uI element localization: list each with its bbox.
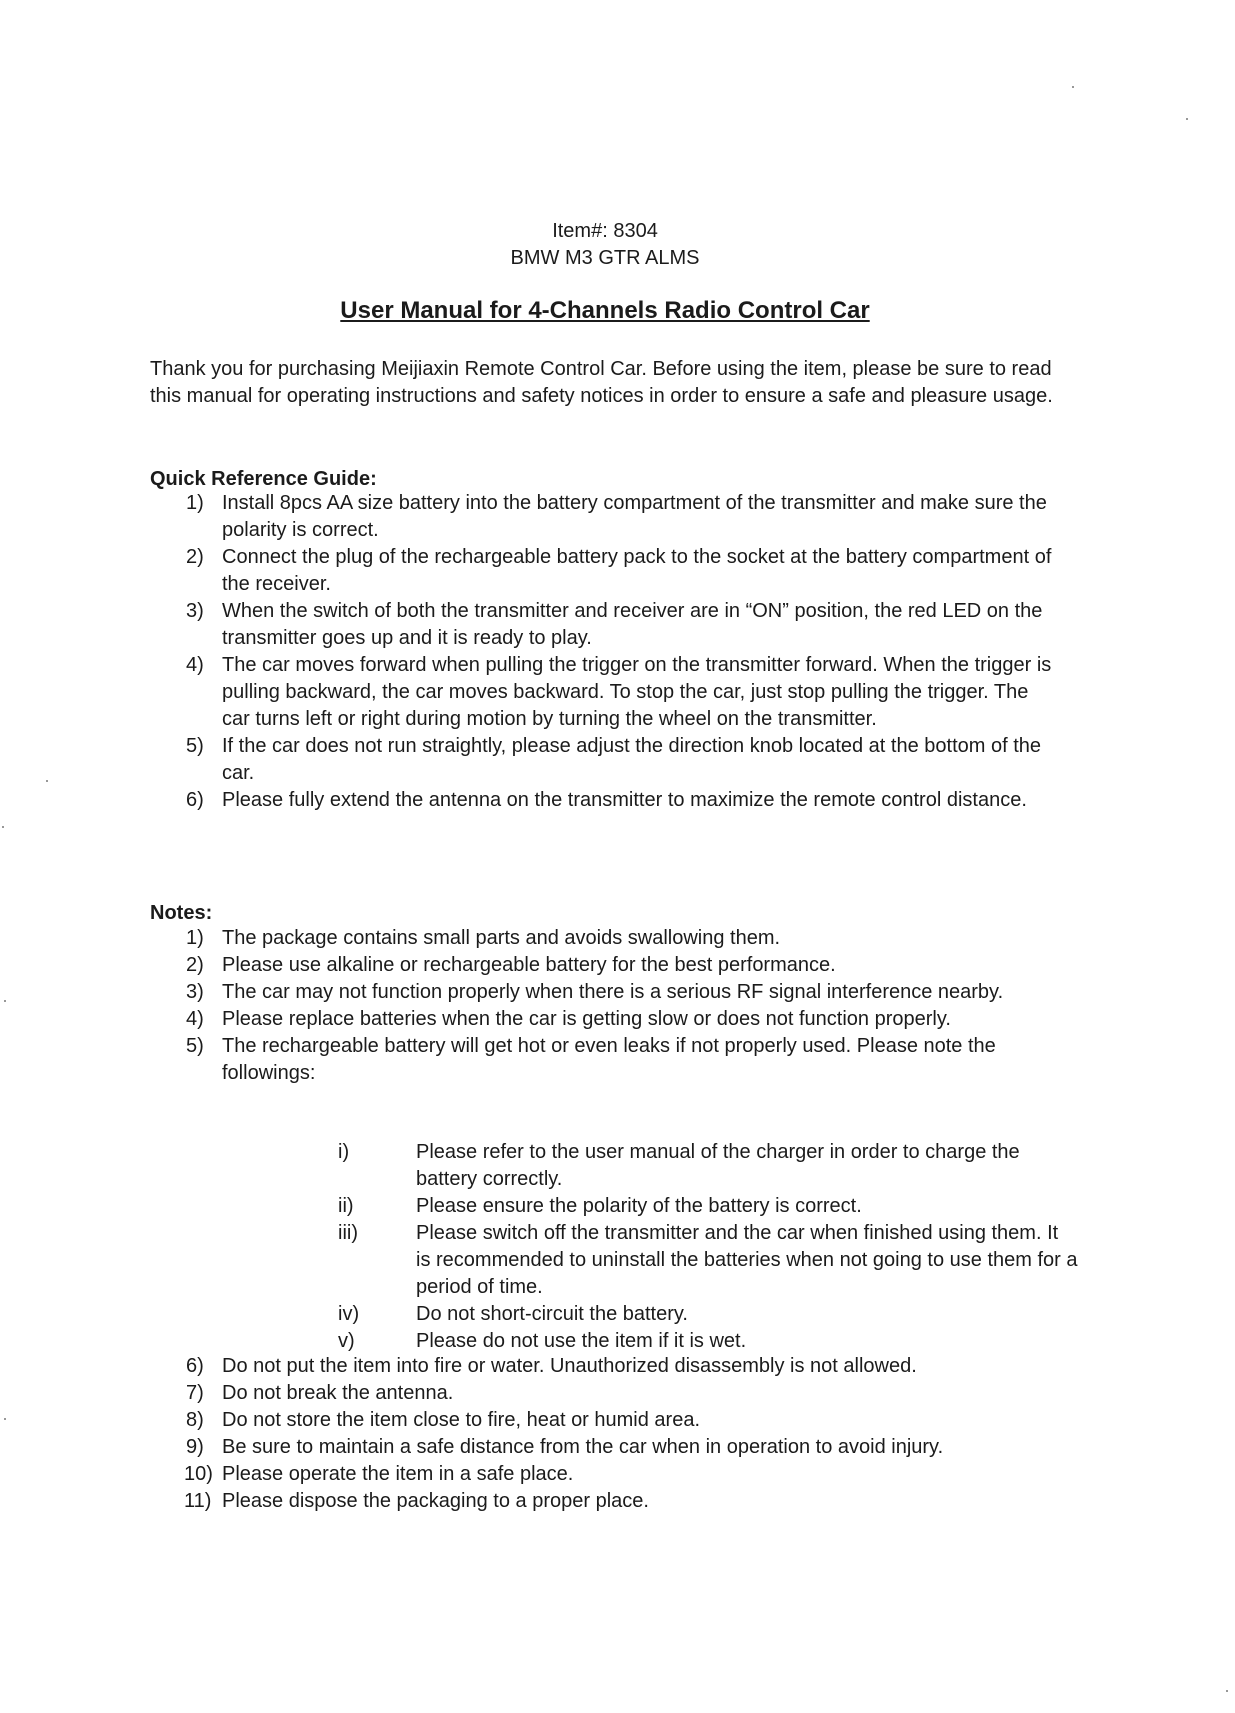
list-item-number: 10) — [184, 1463, 213, 1485]
list-item-number: 9) — [186, 1436, 204, 1458]
sub-list-item — [338, 1139, 1078, 1193]
list-item — [150, 1434, 1080, 1461]
list-item — [150, 1006, 1055, 1033]
battery-sub-list — [338, 1139, 1078, 1355]
list-item-text: Install 8pcs AA size battery into the battery compartment of the transmitter and make sure the polarity is correct. — [222, 492, 1047, 541]
list-item-number: 6) — [186, 1355, 204, 1377]
list-item-text: The car moves forward when pulling the trigger on the transmitter forward. When the trigger is pulling backward, the car moves backward. To stop the car, just stop pulling the trigger. The car turns left or right during motion by turning the wheel on the transmitter. — [222, 654, 1052, 730]
list-item-text: Please dispose the packaging to a proper place. — [222, 1490, 649, 1512]
list-item-text: Be sure to maintain a safe distance from the car when in operation to avoid injury. — [222, 1436, 944, 1458]
list-item-text: The package contains small parts and avoids swallowing them. — [222, 927, 781, 949]
list-item-text: If the car does not run straightly, please adjust the direction knob located at the bottom of the car. — [222, 735, 1042, 784]
scan-speck — [1072, 86, 1074, 88]
list-item — [150, 544, 1055, 598]
list-item-number: 6) — [186, 789, 204, 811]
scan-speck — [4, 1418, 6, 1420]
sub-list-item — [338, 1301, 1078, 1328]
list-item-number: 5) — [186, 1035, 204, 1057]
list-item-number: 4) — [186, 1008, 204, 1030]
sub-list-item-text: Please refer to the user manual of the charger in order to charge the battery correctly. — [416, 1141, 1020, 1190]
list-item — [150, 787, 1055, 814]
list-item-text: Do not store the item close to fire, heat or humid area. — [222, 1409, 701, 1431]
quick-reference-list — [150, 490, 1055, 814]
list-item — [150, 952, 1055, 979]
list-item-text: The rechargeable battery will get hot or even leaks if not properly used. Please note the followings: — [222, 1035, 996, 1084]
sub-list-item-number: iii) — [338, 1222, 358, 1244]
list-item-text: Please replace batteries when the car is getting slow or does not function properly. — [222, 1008, 951, 1030]
scan-speck — [46, 780, 48, 782]
list-item — [150, 490, 1055, 544]
sub-list-item-text: Please ensure the polarity of the battery is correct. — [416, 1195, 862, 1217]
list-item-number: 1) — [186, 927, 204, 949]
sub-list-item-text: Do not short-circuit the battery. — [416, 1303, 688, 1325]
page-title: User Manual for 4-Channels Radio Control Car — [340, 297, 870, 324]
list-item-text: Do not put the item into fire or water. Unauthorized disassembly is not allowed. — [222, 1355, 917, 1377]
list-item — [150, 1380, 1080, 1407]
list-item — [150, 1461, 1080, 1488]
list-item — [150, 1488, 1080, 1515]
list-item-number: 4) — [186, 654, 204, 676]
list-item — [150, 979, 1055, 1006]
list-item — [150, 1033, 1055, 1087]
list-item — [150, 1407, 1080, 1434]
list-item-number: 5) — [186, 735, 204, 757]
list-item-number: 7) — [186, 1382, 204, 1404]
list-item-text: When the switch of both the transmitter and receiver are in “ON” position, the red LED on the transmitter goes up and it is ready to play. — [222, 600, 1043, 649]
list-item-number: 3) — [186, 600, 204, 622]
quick-reference-heading: Quick Reference Guide: — [150, 468, 377, 490]
sub-list-item — [338, 1328, 1078, 1355]
notes-heading: Notes: — [150, 902, 213, 924]
sub-list-item-number: ii) — [338, 1195, 354, 1217]
model-name: BMW M3 GTR ALMS — [510, 247, 700, 269]
notes-list — [150, 925, 1055, 1087]
list-item-number: 2) — [186, 546, 204, 568]
list-item — [150, 1353, 1080, 1380]
list-item-text: Connect the plug of the rechargeable battery pack to the socket at the battery compartment of the receiver. — [222, 546, 1052, 595]
scan-speck — [2, 826, 4, 828]
sub-list-item-number: i) — [338, 1141, 350, 1163]
list-item-text: Please use alkaline or rechargeable battery for the best performance. — [222, 954, 836, 976]
list-item — [150, 598, 1055, 652]
list-item-number: 1) — [186, 492, 204, 514]
sub-list-item-text: Please do not use the item if it is wet. — [416, 1330, 747, 1352]
list-item-text: Please operate the item in a safe place. — [222, 1463, 574, 1485]
list-item-number: 3) — [186, 981, 204, 1003]
sub-list-item — [338, 1220, 1078, 1301]
scan-speck — [4, 1000, 6, 1002]
list-item — [150, 733, 1055, 787]
sub-list-item-number: v) — [338, 1330, 355, 1352]
scan-speck — [1186, 118, 1188, 120]
list-item-text: Please fully extend the antenna on the transmitter to maximize the remote control distance. — [222, 789, 1027, 811]
list-item — [150, 652, 1055, 733]
intro-paragraph: Thank you for purchasing Meijiaxin Remote Control Car. Before using the item, please be sure to read this manual for operating instructions and safety notices in order to ensure a safe and pleasure usage. — [150, 358, 1053, 407]
list-item-number: 11) — [184, 1490, 212, 1512]
list-item-number: 2) — [186, 954, 204, 976]
notes-list-continued — [150, 1353, 1080, 1515]
sub-list-item — [338, 1193, 1078, 1220]
list-item — [150, 925, 1055, 952]
list-item-number: 8) — [186, 1409, 204, 1431]
item-number: Item#: 8304 — [552, 220, 658, 242]
list-item-text: Do not break the antenna. — [222, 1382, 454, 1404]
list-item-text: The car may not function properly when there is a serious RF signal interference nearby. — [222, 981, 1004, 1003]
sub-list-item-number: iv) — [338, 1303, 360, 1325]
sub-list-item-text: Please switch off the transmitter and the car when finished using them. It is recommended to uninstall the batteries when not going to use them for a period of time. — [416, 1222, 1078, 1298]
scan-speck — [1226, 1690, 1228, 1692]
